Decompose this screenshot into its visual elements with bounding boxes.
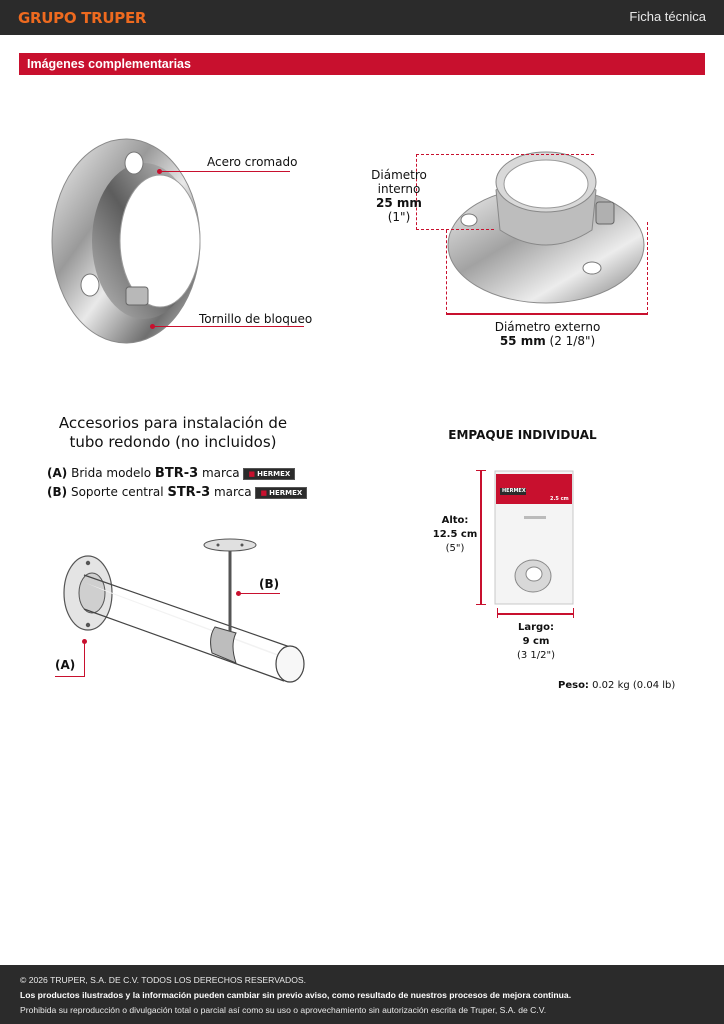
support-callout-line (238, 593, 280, 594)
length-dimension-line (497, 613, 574, 615)
material-label: Acero cromado (207, 155, 298, 169)
accessory-b-model: STR-3 (167, 485, 211, 500)
accessory-a-tag: (A) (47, 466, 68, 480)
accessories-title (38, 414, 308, 452)
hermex-badge-a-text: HERMEX (257, 469, 291, 478)
accessory-a-text: Brida modelo (71, 466, 152, 480)
package-brand: HERMEX (502, 488, 526, 494)
footer-legal: Prohibida su reproducción o divulgación total o parcial así como su uso o aprovechamiento sin autorización escrita de Truper, S.A. de C.V. (20, 1005, 547, 1015)
weight-value: 0.02 kg (0.04 lb) (592, 680, 676, 691)
flange-top-image (444, 150, 649, 310)
section-header (19, 53, 705, 75)
weight-label-text: Peso: (558, 680, 589, 691)
accessory-b-suffix: marca (213, 485, 252, 499)
hermex-logo-icon: ■ (248, 469, 256, 478)
hermex-badge-b (255, 487, 307, 499)
height-label-text: Alto: (441, 515, 469, 526)
inner-diameter-top-guide (416, 154, 594, 155)
footer (0, 965, 724, 1024)
inner-diameter-label-2: interno (377, 182, 421, 196)
material-callout-line (160, 171, 290, 172)
height-label (432, 514, 478, 556)
accessory-b-line (47, 485, 307, 500)
screw-label: Tornillo de bloqueo (199, 312, 313, 326)
length-label (506, 621, 566, 663)
package-size: 2.5 cm (550, 496, 569, 502)
installation-diagram (40, 535, 310, 685)
footer-disclaimer: Los productos ilustrados y la información pueden cambiar sin previo aviso, como resultado de nuestros procesos de mejora continua. (20, 990, 572, 1000)
accessory-b-text: Soporte central (70, 485, 164, 499)
length-label-text: Largo: (517, 622, 555, 633)
hermex-badge-b-text: HERMEX (269, 488, 303, 497)
outer-diameter-label (480, 320, 615, 348)
accessory-a-suffix: marca (201, 466, 240, 480)
flange-callout-vline (84, 641, 85, 677)
document-type: Ficha técnica (629, 9, 706, 24)
outer-diameter-line (446, 313, 648, 315)
height-bottom-tick (476, 604, 486, 605)
outer-diameter-left-guide (446, 230, 447, 315)
height-dimension-line (480, 470, 482, 604)
height-value: 12.5 cm (432, 529, 478, 540)
footer-copyright: © 2026 TRUPER, S.A. DE C.V. TODOS LOS DERECHOS RESERVADOS. (20, 975, 307, 985)
hermex-logo-icon: ■ (260, 488, 268, 497)
hermex-badge-a (243, 468, 295, 480)
inner-diameter-value: 25 mm (376, 196, 422, 210)
outer-diameter-text: Diámetro externo (494, 320, 601, 334)
length-value: 9 cm (522, 636, 550, 647)
flange-label: (A) (55, 658, 76, 672)
height-value-in: (5") (445, 543, 465, 554)
accessory-b-tag: (B) (47, 485, 68, 499)
accessory-a-line (47, 466, 295, 481)
brand-logo: GRUPO TRUPER (18, 9, 147, 27)
height-top-tick (476, 470, 486, 471)
top-bar (0, 0, 724, 35)
packaging-title: EMPAQUE INDIVIDUAL (448, 428, 597, 442)
inner-diameter-label (366, 168, 432, 224)
length-value-in: (3 1/2") (516, 650, 556, 661)
inner-diameter-label-1: Diámetro (371, 168, 427, 182)
accessory-a-model: BTR-3 (154, 466, 199, 481)
weight-label (558, 679, 675, 693)
inner-diameter-value-in: (1") (387, 210, 411, 224)
length-left-tick (497, 608, 498, 618)
screw-callout-dot (150, 324, 155, 329)
section-title: Imágenes complementarias (27, 57, 191, 71)
material-callout-dot (157, 169, 162, 174)
outer-diameter-right-guide (647, 222, 648, 315)
inner-diameter-bottom-guide (416, 229, 494, 230)
outer-diameter-value: 55 mm (499, 334, 546, 348)
outer-diameter-value-in: (2 1/8") (549, 334, 596, 348)
accessories-title-line1: Accesorios para instalación de (58, 414, 288, 432)
flange-callout-hline (55, 676, 85, 677)
support-label: (B) (259, 577, 280, 591)
screw-callout-line (152, 326, 304, 327)
accessories-title-line2: tubo redondo (no incluidos) (69, 433, 277, 451)
length-right-tick (573, 608, 574, 618)
flange-angled-image (48, 135, 208, 350)
